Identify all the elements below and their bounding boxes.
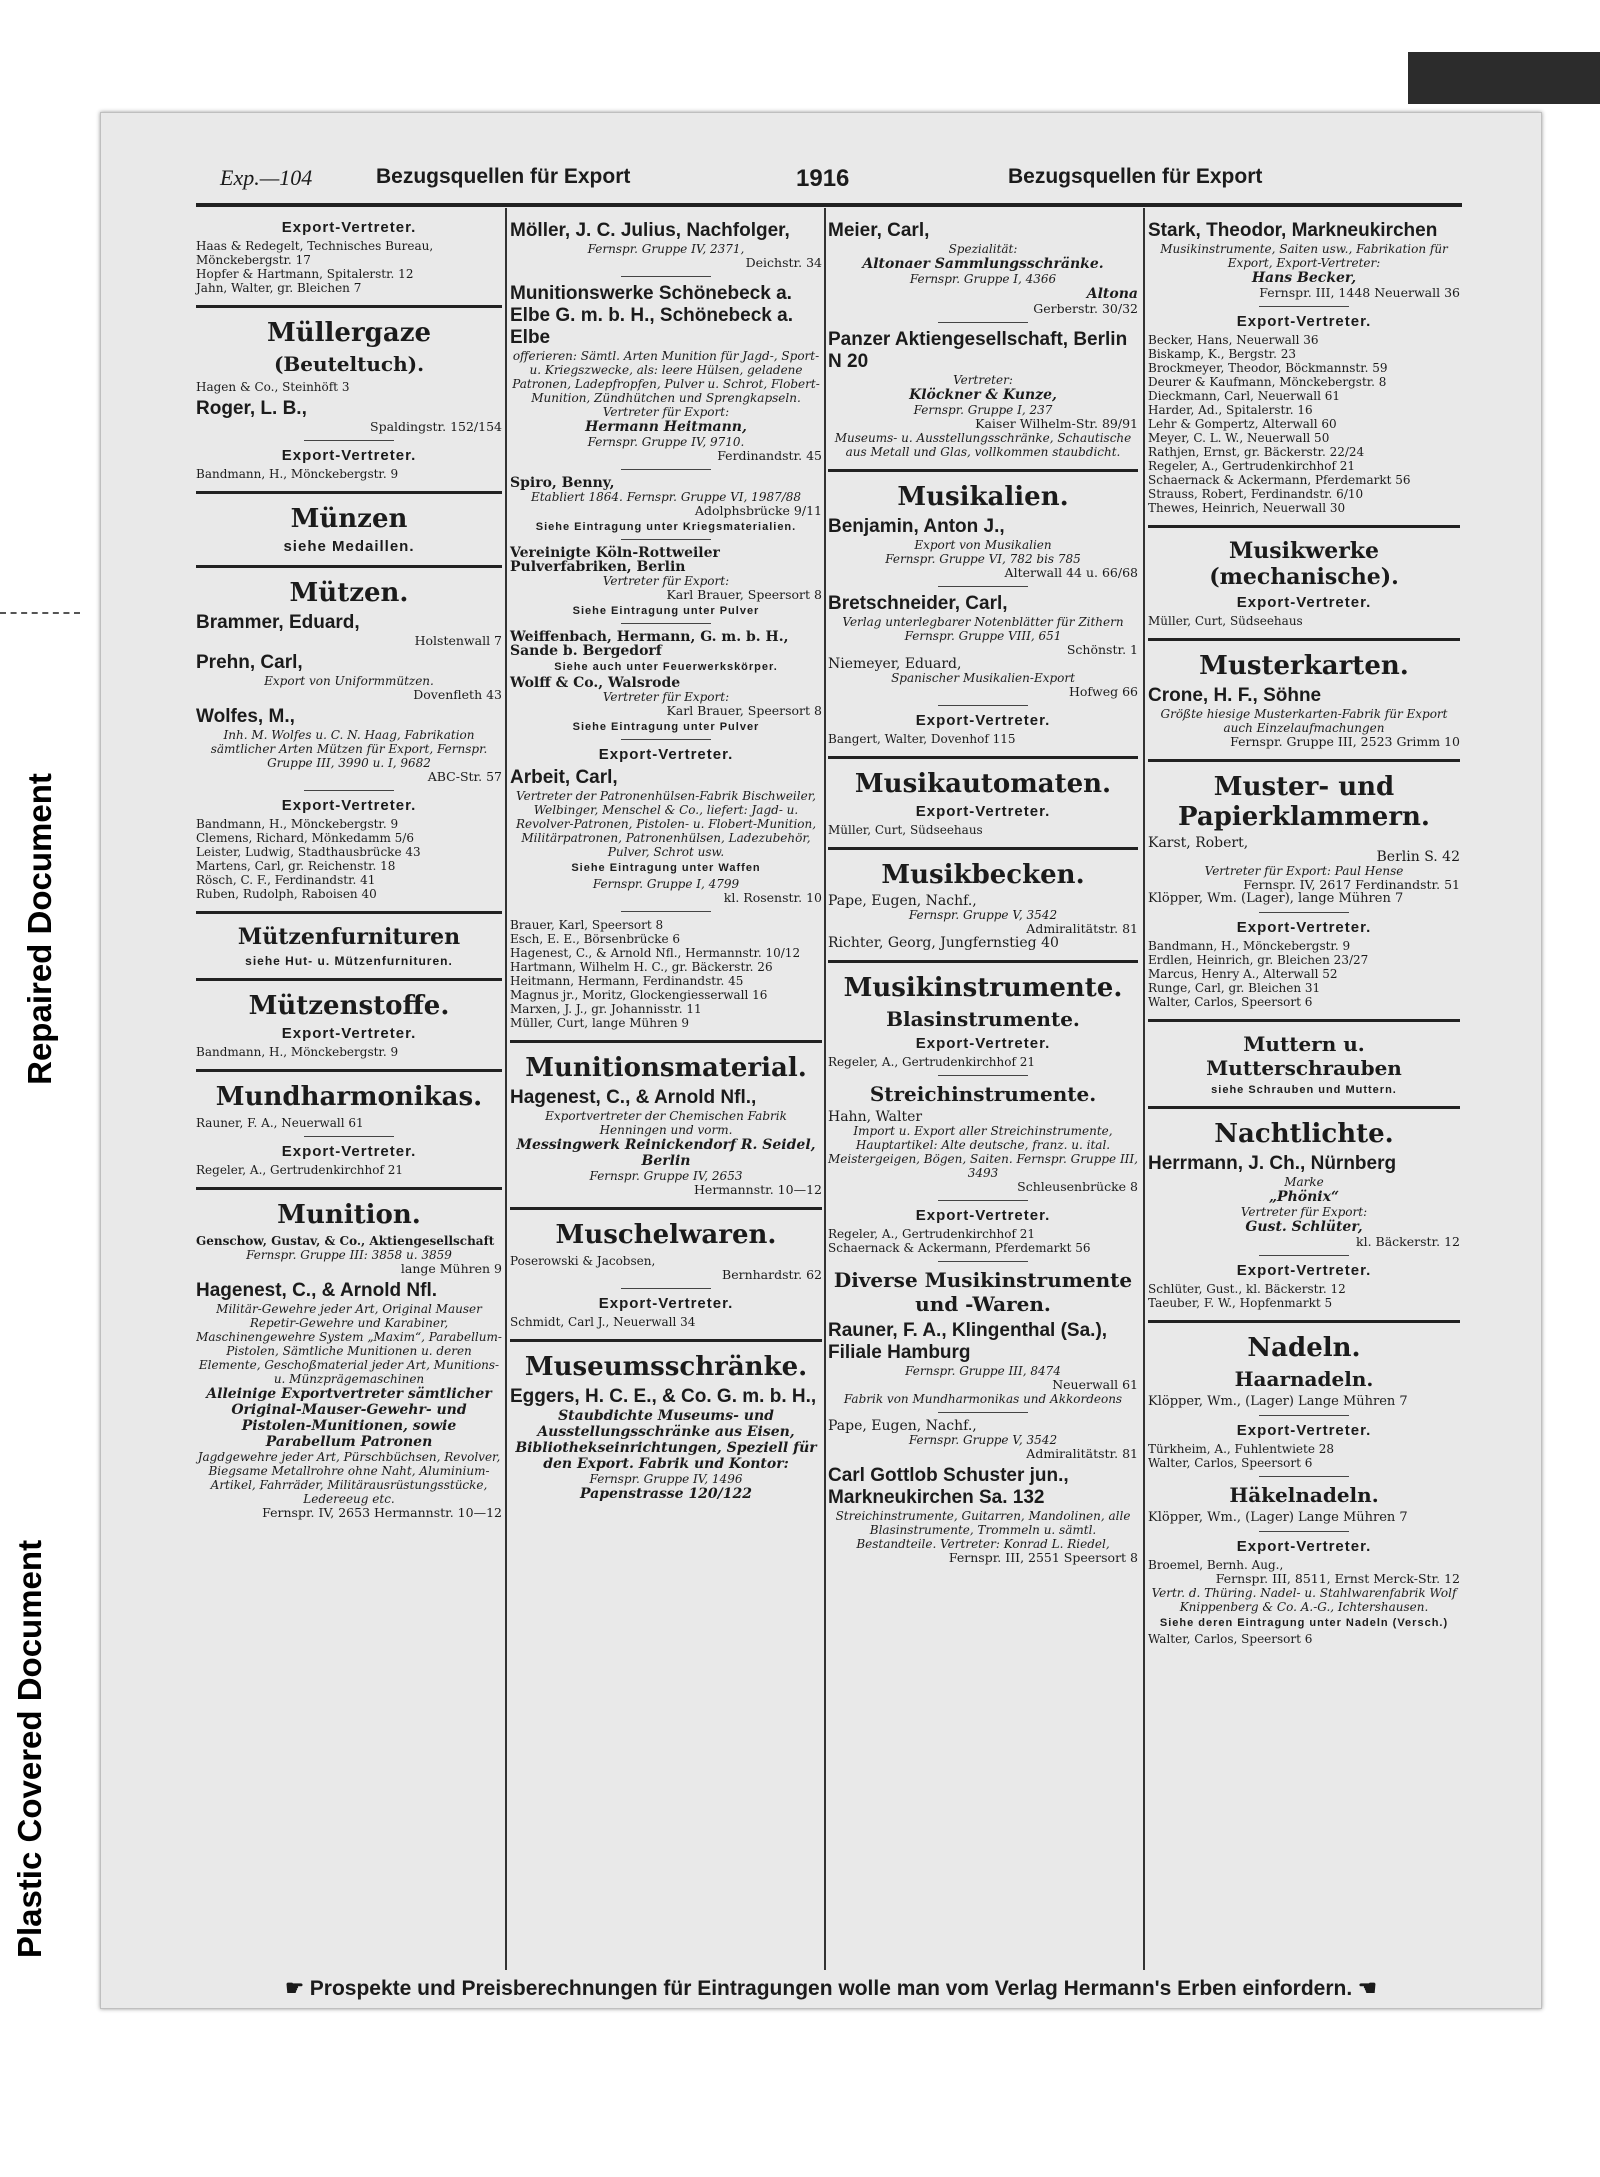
firm-note: Vertreter für Export: xyxy=(1240,1205,1368,1219)
firm-address: kl. Bäckerstr. 12 xyxy=(1356,1234,1460,1249)
firm-note: Fernspr. Gruppe I, 237 xyxy=(913,403,1053,417)
list-item: Marcus, Henry A., Alterwall 52 xyxy=(1148,967,1338,981)
see-also-note: Siehe Eintragung unter Pulver xyxy=(572,721,760,733)
firm-address: Fernspr. IV, 2653 Hermannstr. 10—12 xyxy=(262,1505,502,1520)
firm-highlight: Gust. Schlüter, xyxy=(1245,1219,1363,1235)
section-heading: Musikinstrumente. xyxy=(843,973,1123,1003)
list-item: Schlüter, Gust., kl. Bäckerstr. 12 xyxy=(1148,1282,1346,1296)
firm-highlight: „Phönix“ xyxy=(1269,1189,1339,1205)
firm-note: Vertreter für Export: xyxy=(602,405,730,419)
section-heading: Munitionsmaterial. xyxy=(525,1053,807,1083)
section-heading: Mützenstoffe. xyxy=(248,991,450,1021)
list-item: Esch, E. E., Börsenbrücke 6 xyxy=(510,932,681,946)
firm-address: Fernspr. III, 2551 Speersort 8 xyxy=(948,1550,1138,1565)
firm-name: Spiro, Benny, xyxy=(510,475,615,491)
firm-note: Fernspr. Gruppe V, 3542 xyxy=(908,1433,1058,1447)
firm-note: Jagdgewehre jeder Art, Pürschbüchsen, Revolver, Biegsame Metallrohre ohne Naht, Aluminium-Artikel, Fahrräder, Militärausrüstungsstücke, Ledereeug etc. xyxy=(197,1450,501,1506)
firm-note: Fernspr. Gruppe IV, 2371, xyxy=(587,242,745,256)
list-item: Dieckmann, Carl, Neuerwall 61 xyxy=(1148,389,1341,403)
firm-name: Weiffenbach, Hermann, G. m. b. H., Sande b. Bergedorf xyxy=(510,629,789,659)
firm-note: Militär-Gewehre jeder Art, Original Mauser Repetir-Gewehre und Karabiner, Maschinengewehre System „Maxim“, Parabellum-Pistolen, Sämtliche Munitionen u. deren Elemente, Geschoßmaterial jeder Art, Munitions- u. Münzprägemaschinen xyxy=(196,1302,502,1386)
firm-note: Fernspr. Gruppe VI, 782 bis 785 xyxy=(885,552,1081,566)
separator xyxy=(938,1412,1028,1413)
firm-note: Fernspr. Gruppe IV, 1496 xyxy=(589,1472,743,1486)
list-item: Schaernack & Ackermann, Pferdemarkt 56 xyxy=(1148,473,1411,487)
list-item: Regeler, A., Gertrudenkirchhof 21 xyxy=(1148,459,1356,473)
section-subheading: Blasinstrumente. xyxy=(886,1007,1080,1031)
firm-address: Admiralitätstr. 81 xyxy=(1026,921,1138,936)
see-also-note: Siehe auch unter Feuerwerkskörper. xyxy=(554,661,778,673)
firm-name: Meier, Carl, xyxy=(828,220,930,241)
firm-note: Vertreter der Patronenhülsen-Fabrik Bischweiler, Welbinger, Menschel & Co., liefert: Jagd- u. Revolver-Patronen, Pistolen- u. Flobert-Munition, Militärpatronen, Patronenhülsen, Ladezubehör, Pulver, Schrot usw. xyxy=(515,789,817,859)
firm-name: Eggers, H. C. E., & Co. G. m. b. H., xyxy=(510,1386,817,1407)
firm-note: Fernspr. Gruppe VIII, 651 xyxy=(904,629,1062,643)
plastic-label: Plastic Covered Document xyxy=(11,1539,48,1959)
see-also-note: Siehe Eintragung unter Pulver xyxy=(572,605,760,617)
firm-note: Vertreter für Export: xyxy=(602,574,730,588)
scan-dark-corner xyxy=(1408,52,1600,104)
separator xyxy=(1259,1531,1349,1532)
firm-address: Fernspr. III, 8511, Ernst Merck-Str. 12 xyxy=(1215,1571,1460,1586)
column-divider xyxy=(505,208,507,1970)
section-caption: Export-Vertreter. xyxy=(598,746,734,763)
section-rule xyxy=(196,1187,502,1190)
section-caption: Export-Vertreter. xyxy=(915,712,1051,729)
separator xyxy=(938,705,1028,706)
list-item: Bangert, Walter, Dovenhof 115 xyxy=(828,732,1016,746)
firm-name: Benjamin, Anton J., xyxy=(828,516,1005,537)
separator xyxy=(938,1200,1028,1201)
section-heading: Nadeln. xyxy=(1247,1333,1361,1363)
list-item: Magnus jr., Moritz, Glockengiesserwall 16 xyxy=(510,988,768,1002)
firm-note: Spezialität: xyxy=(948,242,1018,256)
section-heading: Mützenfurnituren xyxy=(237,924,461,950)
section-subheading: (Beuteltuch). xyxy=(273,352,425,376)
see-also-note: siehe Schrauben und Muttern. xyxy=(1211,1084,1397,1096)
firm-address: Fernspr. Gruppe III, 2523 Grimm 10 xyxy=(1230,734,1460,749)
firm-address: Fernspr. IV, 2617 Ferdinandstr. 51 xyxy=(1243,877,1460,892)
firm-address: ABC-Str. 57 xyxy=(427,769,502,784)
list-item: Marxen, J. J., gr. Johannisstr. 11 xyxy=(510,1002,702,1016)
firm-note: Vertreter für Export: Paul Hense xyxy=(1204,864,1404,878)
separator xyxy=(304,1136,394,1137)
section-rule xyxy=(1148,759,1460,762)
firm-highlight: Messingwerk Reinickendorf R. Seidel, Berlin xyxy=(516,1137,816,1169)
firm-name: Arbeit, Carl, xyxy=(510,767,618,788)
list-item: Bandmann, H., Mönckebergstr. 9 xyxy=(196,817,399,831)
firm-address: Hermannstr. 10—12 xyxy=(694,1182,822,1197)
firm-address: Kaiser Wilhelm-Str. 89/91 xyxy=(975,416,1138,431)
column-1 xyxy=(196,216,502,1520)
section-caption: Export-Vertreter. xyxy=(281,447,417,464)
section-rule xyxy=(1148,1019,1460,1022)
section-subheading: Streichinstrumente. xyxy=(869,1082,1097,1106)
list-item: Hagen & Co., Steinhöft 3 xyxy=(196,380,350,394)
section-caption: Export-Vertreter. xyxy=(1236,1538,1372,1555)
pointing-hand-icon: ☚ xyxy=(1352,1977,1377,2000)
firm-name: Stark, Theodor, Markneukirchen xyxy=(1148,220,1438,241)
section-rule xyxy=(196,978,502,981)
firm-name: Brammer, Eduard, xyxy=(196,612,360,633)
firm-address: Gerberstr. 30/32 xyxy=(1033,301,1138,316)
list-item: Müller, Curt, Südseehaus xyxy=(828,823,983,837)
firm-city: Altona xyxy=(1086,286,1138,302)
header-rule xyxy=(196,203,1462,207)
list-item: Regeler, A., Gertrudenkirchhof 21 xyxy=(828,1055,1036,1069)
firm-note: Musikinstrumente, Saiten usw., Fabrikation für Export, Export-Vertreter: xyxy=(1160,242,1448,270)
section-caption: Export-Vertreter. xyxy=(1236,1262,1372,1279)
see-also-note: siehe Medaillen. xyxy=(283,538,415,555)
footer-text: Prospekte und Preisberechnungen für Eintragungen wolle man vom Verlag Hermann's Erben einfordern. xyxy=(309,1977,1353,2000)
section-heading: Mundharmonikas. xyxy=(215,1082,483,1112)
section-rule xyxy=(828,847,1138,850)
section-caption: Export-Vertreter. xyxy=(598,1295,734,1312)
firm-highlight: Alleinige Exportvertreter sämtlicher Original-Mauser-Gewehr- und Pistolen-Munitionen, sowie Parabellum Patronen xyxy=(206,1386,492,1450)
list-item: Rauner, F. A., Neuerwall 61 xyxy=(196,1116,364,1130)
separator xyxy=(1259,1476,1349,1477)
separator xyxy=(1259,912,1349,913)
separator xyxy=(938,1075,1028,1076)
pointing-hand-icon: ☛ xyxy=(285,1977,310,2000)
firm-name: Panzer Aktiengesellschaft, Berlin N 20 xyxy=(828,329,1128,372)
firm-note: Streichinstrumente, Guitarren, Mandolinen, alle Blasinstrumente, Trommeln u. sämtl. Bestandteile. Vertreter: Konrad L. Riedel, xyxy=(835,1509,1131,1551)
firm-name: Munitionswerke Schönebeck a. Elbe G. m. b. H., Schönebeck a. Elbe xyxy=(510,283,793,348)
firm-note: Marke xyxy=(1284,1175,1324,1189)
list-item: Müller, Curt, Südseehaus xyxy=(1148,614,1303,628)
firm-name: Hahn, Walter xyxy=(828,1109,923,1125)
section-rule xyxy=(196,305,502,308)
section-rule xyxy=(828,469,1138,472)
list-item: Meyer, C. L. W., Neuerwall 50 xyxy=(1148,431,1330,445)
section-heading: Mützen. xyxy=(289,578,409,608)
firm-note: Fernspr. Gruppe IV, 9710. xyxy=(587,435,745,449)
firm-note: Fernspr. Gruppe III: 3858 u. 3859 xyxy=(246,1248,452,1262)
firm-address: Bernhardstr. 62 xyxy=(722,1267,822,1282)
section-heading: Musikbecken. xyxy=(881,860,1085,890)
section-heading: Musikalien. xyxy=(897,482,1069,512)
list-item: Hagenest, C., & Arnold Nfl., Hermannstr. 10/12 xyxy=(510,946,801,960)
firm-name: Hagenest, C., & Arnold Nfl., xyxy=(510,1087,757,1108)
list-item: Jahn, Walter, gr. Bleichen 7 xyxy=(196,281,362,295)
side-label-panel xyxy=(0,540,90,1980)
section-caption: Export-Vertreter. xyxy=(281,1025,417,1042)
firm-note: Fernspr. Gruppe I, 4799 xyxy=(592,877,740,891)
firm-address: Admiralitätstr. 81 xyxy=(1026,1446,1138,1461)
firm-address: Adolphsbrücke 9/11 xyxy=(694,503,822,518)
list-item: Clemens, Richard, Mönkedamm 5/6 xyxy=(196,831,414,845)
firm-note: Import u. Export aller Streichinstrumente, Hauptartikel: Alte deutsche, franz. u. ital. Meistergeigen, Bögen, Saiten. Fernspr. Gruppe III, 3493 xyxy=(828,1124,1138,1180)
section-rule xyxy=(510,1339,822,1342)
list-item: Leister, Ludwig, Stadthausbrücke 43 xyxy=(196,845,421,859)
section-heading: Musterkarten. xyxy=(1199,651,1409,681)
list-item: Harder, Ad., Spitalerstr. 16 xyxy=(1148,403,1313,417)
firm-name: Genschow, Gustav, & Co., Aktiengesellschaft xyxy=(196,1234,495,1248)
firm-note: Inh. M. Wolfes u. C. N. Haag, Fabrikation sämtlicher Arten Mützen für Export, Fernspr. Gruppe III, 3990 u. I, 9682 xyxy=(210,728,488,770)
column-2 xyxy=(510,216,822,1502)
section-subheading: Diverse Musikinstrumente und -Waren. xyxy=(833,1268,1133,1316)
list-item: Müller, Curt, lange Mühren 9 xyxy=(510,1016,690,1030)
list-item: Bandmann, H., Mönckebergstr. 9 xyxy=(196,467,399,481)
dashed-divider xyxy=(0,612,80,614)
header-year: 1916 xyxy=(796,165,850,192)
list-item: Walter, Carlos, Speersort 6 xyxy=(1148,1632,1313,1646)
section-caption: Export-Vertreter. xyxy=(915,1035,1051,1052)
list-item: Bandmann, H., Mönckebergstr. 9 xyxy=(196,1045,399,1059)
list-item: Hopfer & Hartmann, Spitalerstr. 12 xyxy=(196,267,414,281)
column-divider xyxy=(824,208,826,1970)
firm-highlight: Staubdichte Museums- und Ausstellungsschränke aus Eisen, Bibliothekseinrichtungen, Speziell für den Export. Fabrik und Kontor: xyxy=(515,1408,817,1472)
firm-note: Vertreter: xyxy=(953,373,1013,387)
firm-note: offerieren: Sämtl. Arten Munition für Jagd-, Sport- u. Kriegszwecke, als: leere Hülsen, geladene Patronen, Ladepfropfen, Pulver u. Schrot, Flobert-Munition, Zündhütchen und Sprengkapseln. xyxy=(512,349,820,405)
section-rule xyxy=(196,565,502,568)
firm-address: Spaldingstr. 152/154 xyxy=(370,419,502,434)
section-caption: Export-Vertreter. xyxy=(1236,594,1372,611)
list-item: Haas & Redegelt, Technisches Bureau, Mönckebergstr. 17 xyxy=(196,239,434,267)
firm-name: Wolff & Co., Walsrode xyxy=(510,675,681,691)
separator xyxy=(621,469,711,470)
firm-note: Export von Musikalien xyxy=(914,538,1052,552)
firm-address: kl. Rosenstr. 10 xyxy=(723,890,822,905)
section-caption: Export-Vertreter. xyxy=(281,1143,417,1160)
list-item: Erdlen, Heinrich, gr. Bleichen 23/27 xyxy=(1148,953,1369,967)
header-right-title: Bezugsquellen für Export xyxy=(1008,165,1263,188)
column-divider xyxy=(1143,208,1145,1970)
list-item: Runge, Carl, gr. Bleichen 31 xyxy=(1148,981,1321,995)
firm-address: Holstenwall 7 xyxy=(414,633,502,648)
section-heading: Munition. xyxy=(277,1200,421,1230)
firm-note: Fernspr. Gruppe V, 3542 xyxy=(908,908,1058,922)
firm-note: Spanischer Musikalien-Export xyxy=(891,671,1075,685)
list-item: Klöpper, Wm., (Lager) Lange Mühren 7 xyxy=(1148,1510,1408,1525)
list-item: Strauss, Robert, Ferdinandstr. 6/10 xyxy=(1148,487,1364,501)
separator xyxy=(621,276,711,277)
firm-name: Prehn, Carl, xyxy=(196,652,303,673)
firm-address: Neuerwall 61 xyxy=(1052,1377,1138,1392)
see-also-note: siehe Hut- u. Mützenfurnituren. xyxy=(245,954,453,968)
list-item: Walter, Carlos, Speersort 6 xyxy=(1148,995,1313,1009)
separator xyxy=(938,1261,1028,1262)
list-item: Regeler, A., Gertrudenkirchhof 21 xyxy=(828,1227,1036,1241)
firm-address: Ferdinandstr. 45 xyxy=(717,448,822,463)
separator xyxy=(621,911,711,912)
list-item: Bandmann, H., Mönckebergstr. 9 xyxy=(1148,939,1351,953)
list-item: Ruben, Rudolph, Raboisen 40 xyxy=(196,887,377,901)
firm-name: Vereinigte Köln-Rottweiler Pulverfabriken, Berlin xyxy=(510,545,720,575)
firm-highlight: Hermann Heitmann, xyxy=(585,419,747,435)
firm-city: Berlin S. 42 xyxy=(1376,849,1460,865)
separator xyxy=(621,539,711,540)
list-item: Rathjen, Ernst, gr. Bäckerstr. 22/24 xyxy=(1148,445,1365,459)
firm-name: Niemeyer, Eduard, xyxy=(828,656,962,672)
separator xyxy=(304,440,394,441)
list-item: Brockmeyer, Theodor, Böckmannstr. 59 xyxy=(1148,361,1388,375)
list-item: Taeuber, F. W., Hopfenmarkt 5 xyxy=(1148,1296,1333,1310)
list-item: Biskamp, K., Bergstr. 23 xyxy=(1148,347,1296,361)
section-subheading: Haarnadeln. xyxy=(1234,1367,1374,1391)
separator xyxy=(1259,1415,1349,1416)
list-item: Brauer, Karl, Speersort 8 xyxy=(510,918,664,932)
list-item: Schmidt, Carl J., Neuerwall 34 xyxy=(510,1315,696,1329)
separator xyxy=(938,586,1028,587)
firm-note: Museums- u. Ausstellungsschränke, Schautische aus Metall und Glas, vollkommen staubdicht. xyxy=(834,431,1132,459)
firm-name: Karst, Robert, xyxy=(1148,835,1249,851)
firm-name: Rauner, F. A., Klingenthal (Sa.), Filiale Hamburg xyxy=(828,1320,1108,1363)
separator xyxy=(1259,306,1349,307)
list-item: Lehr & Gompertz, Alterwall 60 xyxy=(1148,417,1337,431)
firm-highlight: Klöckner & Kunze, xyxy=(909,387,1057,403)
section-rule xyxy=(196,491,502,494)
firm-name: Herrmann, J. Ch., Nürnberg xyxy=(1148,1153,1397,1174)
section-heading: Nachtlichte. xyxy=(1214,1119,1394,1149)
list-item: Türkheim, A., Fuhlentwiete 28 xyxy=(1148,1442,1335,1456)
firm-address: Schleusenbrücke 8 xyxy=(1017,1179,1138,1194)
firm-highlight: Altonaer Sammlungsschränke. xyxy=(862,256,1104,272)
repaired-label: Repaired Document xyxy=(21,773,58,1085)
firm-name: Carl Gottlob Schuster jun., Markneukirchen Sa. 132 xyxy=(828,1465,1069,1508)
section-rule xyxy=(1148,638,1460,641)
firm-name: Möller, J. C. Julius, Nachfolger, xyxy=(510,220,790,241)
firm-address: Karl Brauer, Speersort 8 xyxy=(666,587,822,602)
firm-address: Schönstr. 1 xyxy=(1066,642,1138,657)
page-footer xyxy=(200,1976,1462,2001)
section-caption: Export-Vertreter. xyxy=(1236,313,1372,330)
section-heading: Muttern u. Mutterschrauben xyxy=(1206,1032,1402,1080)
section-caption: Export-Vertreter. xyxy=(915,803,1051,820)
section-heading: Museumsschränke. xyxy=(524,1352,808,1382)
firm-name: Roger, L. B., xyxy=(196,398,307,419)
firm-address: Fernspr. III, 1448 Neuerwall 36 xyxy=(1259,285,1460,300)
section-heading: Münzen xyxy=(290,504,408,534)
see-also-note: Siehe Eintragung unter Waffen xyxy=(571,862,761,874)
section-rule xyxy=(1148,1106,1460,1109)
firm-address: lange Mühren 9 xyxy=(400,1261,502,1276)
list-item: Klöpper, Wm. (Lager), lange Mühren 7 xyxy=(1148,891,1404,906)
column-4 xyxy=(1148,216,1460,1646)
see-also-note: Siehe Eintragung unter Kriegsmaterialien. xyxy=(535,521,797,533)
list-item: Heitmann, Hermann, Ferdinandstr. 45 xyxy=(510,974,744,988)
list-item: Martens, Carl, gr. Reichenstr. 18 xyxy=(196,859,396,873)
section-caption: Export-Vertreter. xyxy=(281,219,417,236)
section-caption: Export-Vertreter. xyxy=(915,1207,1051,1224)
firm-note: Vertr. d. Thüring. Nadel- u. Stahlwarenfabrik Wolf Knippenberg & Co. A.-G., Ichtershausen. xyxy=(1151,1586,1457,1614)
firm-name: Bretschneider, Carl, xyxy=(828,593,1008,614)
section-rule xyxy=(828,756,1138,759)
firm-name: Hagenest, C., & Arnold Nfl. xyxy=(196,1280,438,1301)
firm-note: Größte hiesige Musterkarten-Fabrik für Export auch Einzelaufmachungen xyxy=(1160,707,1448,735)
section-heading: Musikautomaten. xyxy=(854,769,1112,799)
firm-name: Pape, Eugen, Nachf., xyxy=(828,1418,977,1434)
list-item: Hartmann, Wilhelm H. C., gr. Bäckerstr. 26 xyxy=(510,960,773,974)
firm-note: Export von Uniformmützen. xyxy=(264,674,434,688)
separator xyxy=(621,623,711,624)
firm-address: Papenstrasse 120/122 xyxy=(580,1486,752,1502)
header-left-title: Bezugsquellen für Export xyxy=(376,165,631,188)
firm-address: Alterwall 44 u. 66/68 xyxy=(1004,565,1138,580)
see-also-note: Siehe deren Eintragung unter Nadeln (Versch.) xyxy=(1159,1617,1449,1629)
separator xyxy=(304,790,394,791)
firm-name: Crone, H. F., Söhne xyxy=(1148,685,1322,706)
list-item: Regeler, A., Gertrudenkirchhof 21 xyxy=(196,1163,404,1177)
list-item: Rösch, C. F., Ferdinandstr. 41 xyxy=(196,873,376,887)
separator xyxy=(1259,1255,1349,1256)
section-rule xyxy=(1148,1320,1460,1323)
section-rule xyxy=(828,960,1138,963)
firm-note: Fernspr. Gruppe IV, 2653 xyxy=(589,1169,743,1183)
firm-name: Pape, Eugen, Nachf., xyxy=(828,893,977,909)
firm-note: Vertreter für Export: xyxy=(602,690,730,704)
column-3 xyxy=(828,216,1138,1565)
list-item: Klöpper, Wm., (Lager) Lange Mühren 7 xyxy=(1148,1394,1408,1409)
page-header xyxy=(96,165,1462,195)
separator xyxy=(621,739,711,740)
firm-name: Wolfes, M., xyxy=(196,706,295,727)
section-rule xyxy=(510,1040,822,1043)
list-item: Schaernack & Ackermann, Pferdemarkt 56 xyxy=(828,1241,1091,1255)
section-caption: Export-Vertreter. xyxy=(1236,919,1372,936)
list-item: Deurer & Kaufmann, Mönckebergstr. 8 xyxy=(1148,375,1387,389)
section-rule xyxy=(196,911,502,914)
firm-note: Etabliert 1864. Fernspr. Gruppe VI, 1987/88 xyxy=(530,490,802,504)
list-item: Broemel, Bernh. Aug., xyxy=(1148,1558,1284,1572)
firm-name: Poserowski & Jacobsen, xyxy=(510,1254,656,1268)
page-number: Exp.—104 xyxy=(220,165,313,190)
section-caption: Export-Vertreter. xyxy=(1236,1422,1372,1439)
section-subheading: Häkelnadeln. xyxy=(1229,1483,1379,1507)
section-heading: Muschelwaren. xyxy=(555,1220,777,1250)
firm-note: Fernspr. Gruppe III, 8474 xyxy=(905,1364,1061,1378)
section-heading: Musikwerke (mechanische). xyxy=(1209,538,1399,590)
list-item: Walter, Carlos, Speersort 6 xyxy=(1148,1456,1313,1470)
firm-note: Fabrik von Mundharmonikas und Akkordeons xyxy=(843,1392,1123,1406)
firm-note: Verlag unterlegbarer Notenblätter für Zithern xyxy=(842,615,1124,629)
firm-address: Deichstr. 34 xyxy=(745,255,822,270)
firm-highlight: Hans Becker, xyxy=(1251,270,1357,286)
section-rule xyxy=(196,1069,502,1072)
section-caption: Export-Vertreter. xyxy=(281,797,417,814)
firm-address: Karl Brauer, Speersort 8 xyxy=(666,703,822,718)
section-rule xyxy=(510,1207,822,1210)
list-item: Thewes, Heinrich, Neuerwall 30 xyxy=(1148,501,1346,515)
list-item: Richter, Georg, Jungfernstieg 40 xyxy=(828,935,1059,951)
separator xyxy=(621,1288,711,1289)
section-rule xyxy=(1148,525,1460,528)
firm-address: Hofweg 66 xyxy=(1068,684,1138,699)
firm-note: Fernspr. Gruppe I, 4366 xyxy=(909,272,1057,286)
section-heading: Müllergaze xyxy=(266,318,431,348)
firm-note: Exportvertreter der Chemischen Fabrik Henningen und vorm. xyxy=(545,1109,787,1137)
list-item: Becker, Hans, Neuerwall 36 xyxy=(1148,333,1319,347)
separator xyxy=(938,322,1028,323)
firm-address: Dovenfleth 43 xyxy=(413,687,502,702)
section-heading: Muster- und Papierklammern. xyxy=(1178,772,1430,832)
